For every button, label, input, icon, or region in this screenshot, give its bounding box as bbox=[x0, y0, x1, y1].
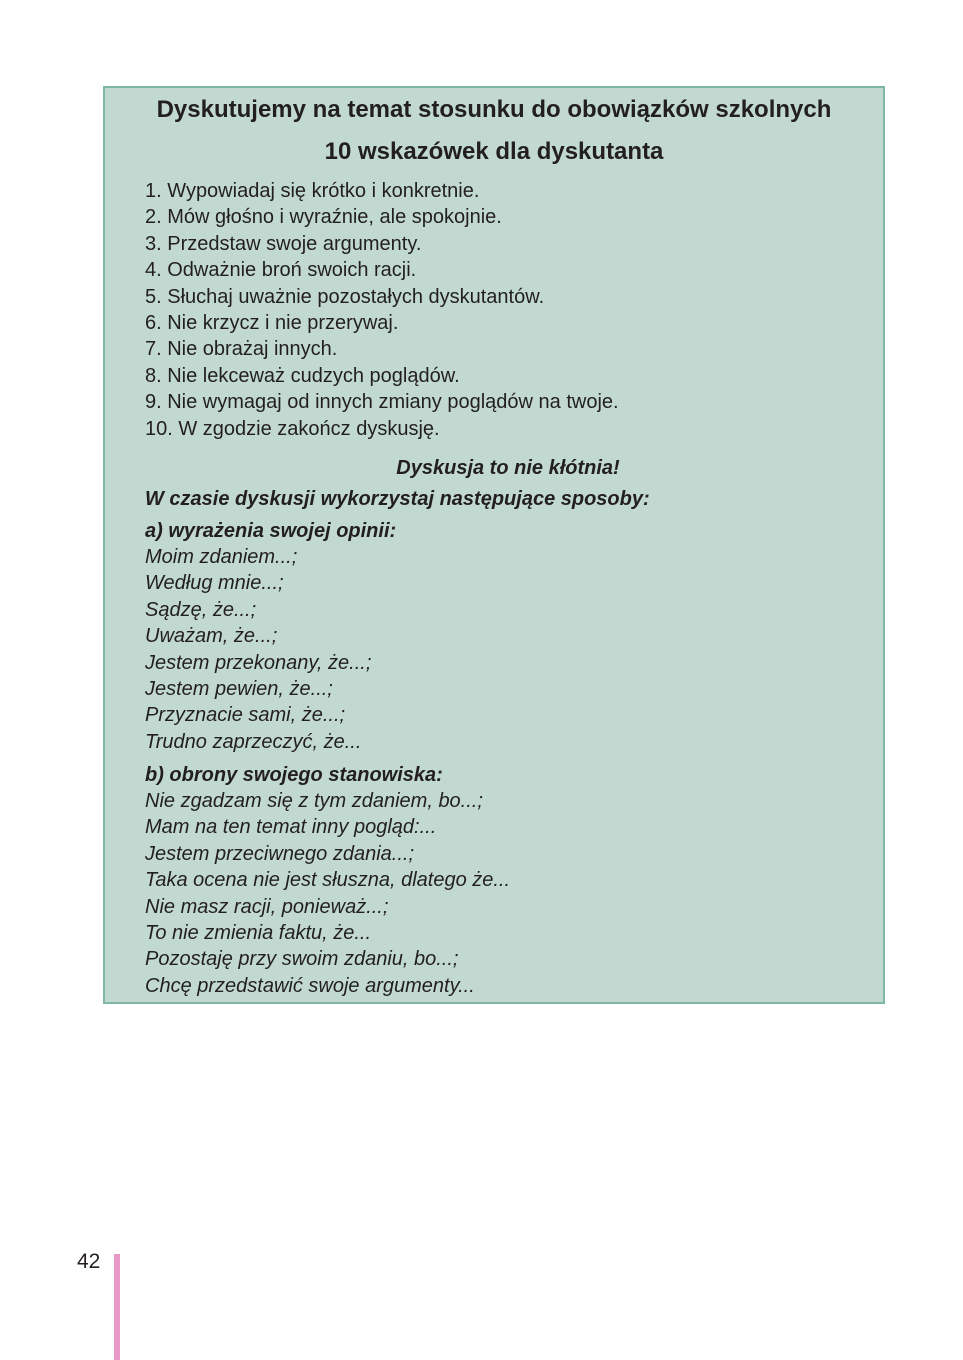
tip-item: 1. Wypowiadaj się krótko i konkretnie. bbox=[145, 180, 480, 202]
section-a-heading: a) wyrażenia swojej opinii: bbox=[145, 520, 397, 542]
phrase-item: Jestem pewien, że...; bbox=[145, 678, 333, 701]
tip-item: 5. Słuchaj uważnie pozostałych dyskutantów. bbox=[145, 285, 545, 308]
methods-intro: W czasie dyskusji wykorzystaj następujące sposoby: bbox=[145, 488, 650, 510]
tip-item: 7. Nie obrażaj innych. bbox=[145, 338, 338, 361]
box-title: Dyskutujemy na temat stosunku do obowiązków szkolnych bbox=[156, 96, 832, 123]
box-subtitle: 10 wskazówek dla dyskutanta bbox=[324, 138, 664, 165]
page-accent-bar bbox=[114, 1254, 120, 1360]
section-b-heading: b) obrony swojego stanowiska: bbox=[145, 764, 443, 786]
tip-item: 6. Nie krzycz i nie przerywaj. bbox=[145, 312, 399, 335]
phrase-item: Według mnie...; bbox=[145, 572, 284, 595]
phrase-item: Sądzę, że...; bbox=[145, 598, 257, 621]
tip-item: 4. Odważnie broń swoich racji. bbox=[145, 259, 417, 282]
defense-phrases-list bbox=[145, 788, 510, 999]
page-number: 42 bbox=[77, 1250, 101, 1273]
phrase-item: Mam na ten temat inny pogląd:... bbox=[145, 816, 437, 839]
phrase-item: Uważam, że...; bbox=[145, 625, 278, 648]
tip-item: 10. W zgodzie zakończ dyskusję. bbox=[145, 417, 440, 440]
tip-item: 2. Mów głośno i wyraźnie, ale spokojnie. bbox=[145, 206, 502, 229]
opinion-phrases-list bbox=[145, 544, 371, 755]
phrase-item: Przyznacie sami, że...; bbox=[145, 704, 346, 727]
phrase-item: Nie zgadzam się z tym zdaniem, bo...; bbox=[145, 790, 483, 812]
phrase-item: Jestem przeciwnego zdania...; bbox=[145, 842, 415, 865]
phrase-item: Jestem przekonany, że...; bbox=[145, 651, 372, 674]
tip-item: 3. Przedstaw swoje argumenty. bbox=[145, 232, 422, 255]
tip-item: 8. Nie lekceważ cudzych poglądów. bbox=[145, 364, 460, 387]
slogan: Dyskusja to nie kłótnia! bbox=[396, 457, 620, 479]
discussion-tips-box bbox=[103, 86, 885, 1004]
tip-item: 9. Nie wymagaj od innych zmiany poglądów na twoje. bbox=[145, 391, 619, 414]
phrase-item: Pozostaję przy swoim zdaniu, bo...; bbox=[145, 948, 459, 971]
phrase-item: Chcę przedstawić swoje argumenty... bbox=[145, 974, 475, 997]
phrase-item: Trudno zaprzeczyć, że... bbox=[145, 730, 362, 753]
tips-list bbox=[145, 178, 619, 442]
phrase-item: Taka ocena nie jest słuszna, dlatego że... bbox=[145, 869, 511, 892]
phrase-item: Nie masz racji, ponieważ...; bbox=[145, 895, 389, 918]
phrase-item: To nie zmienia faktu, że... bbox=[145, 922, 372, 945]
phrase-item: Moim zdaniem...; bbox=[145, 546, 298, 568]
